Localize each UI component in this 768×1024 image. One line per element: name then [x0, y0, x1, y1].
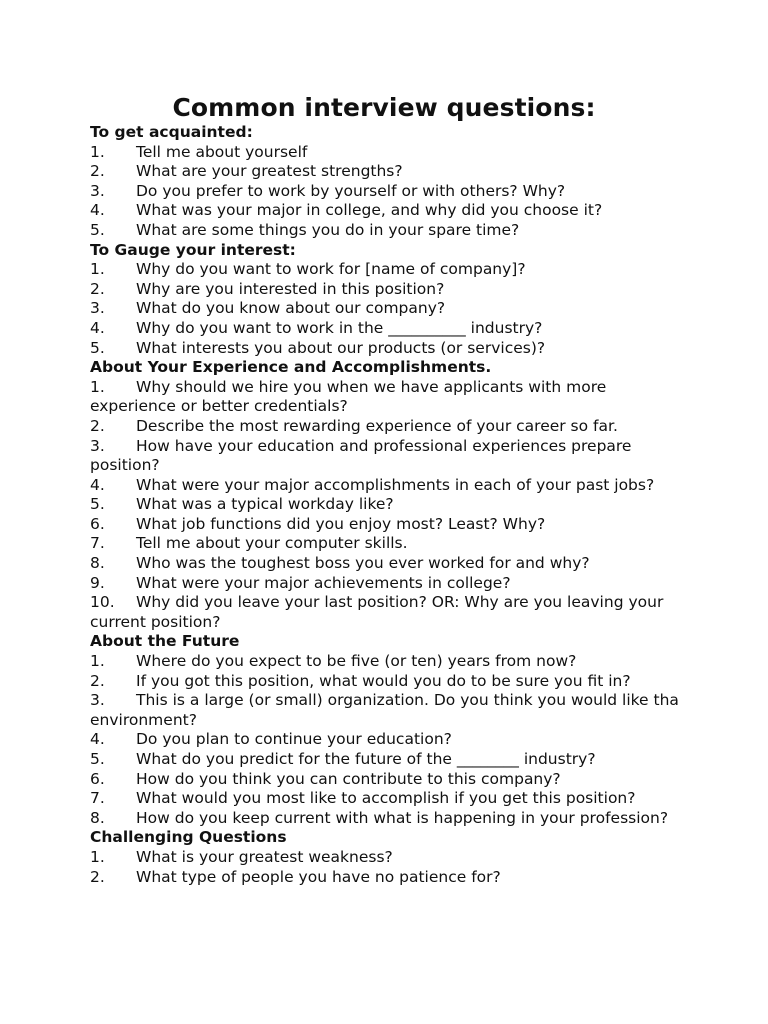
item-text: Why did you leave your last position? OR: Why are you leaving your current position? [90, 593, 664, 631]
list-item [90, 789, 690, 809]
item-number: 6. [90, 769, 105, 788]
list-item [90, 143, 690, 163]
list-item [90, 730, 690, 750]
item-number: 4. [90, 318, 105, 337]
item-text: What would you most like to accomplish if you get this position? [136, 789, 636, 808]
item-text: This is a large (or small) organization. Do you think you would like tha environment? [90, 691, 679, 729]
list-item [90, 201, 690, 221]
item-number: 7. [90, 534, 105, 553]
list-item [90, 652, 690, 672]
item-number: 2. [90, 279, 105, 298]
item-text: What is your greatest weakness? [136, 847, 393, 866]
item-text: What job functions did you enjoy most? Least? Why? [136, 514, 546, 533]
question-list [90, 123, 690, 887]
section-heading: To Gauge your interest: [90, 240, 296, 259]
list-item [90, 339, 690, 359]
item-text: If you got this position, what would you do to be sure you fit in? [136, 671, 631, 690]
item-number: 5. [90, 750, 105, 768]
item-text: Why are you interested in this position? [136, 279, 445, 298]
list-item [90, 593, 690, 632]
item-number: 8. [90, 808, 105, 827]
item-text: Why do you want to work for [name of company]? [136, 260, 526, 279]
item-number: 2. [90, 162, 105, 181]
item-number: 2. [90, 416, 105, 435]
item-number: 5. [90, 220, 105, 239]
item-text: What do you predict for the future of the ________ industry? [136, 750, 596, 768]
item-number: 1. [90, 260, 105, 279]
item-text: How do you think you can contribute to this company? [136, 769, 561, 788]
item-number: 4. [90, 475, 105, 494]
section-gauge-interest [90, 241, 690, 359]
item-number: 7. [90, 789, 105, 808]
list-item [90, 280, 690, 300]
item-number: 1. [90, 847, 105, 866]
item-text: What are your greatest strengths? [136, 162, 403, 181]
item-text: What was a typical workday like? [136, 495, 394, 514]
item-number: 3. [90, 691, 105, 710]
item-number: 6. [90, 514, 105, 533]
item-text: Do you prefer to work by yourself or with others? Why? [136, 181, 566, 200]
item-text: How do you keep current with what is happening in your profession? [136, 808, 669, 827]
list-item [90, 868, 690, 888]
list-item [90, 260, 690, 280]
item-text: Do you plan to continue your education? [136, 730, 452, 749]
item-number: 10. [90, 593, 115, 612]
item-number: 4. [90, 730, 105, 749]
section-heading: About the Future [90, 632, 240, 651]
section-challenging [90, 828, 690, 887]
section-heading: About Your Experience and Accomplishments. [90, 358, 492, 377]
item-text: What interests you about our products (or services)? [136, 338, 546, 357]
list-item [90, 848, 690, 868]
list-item [90, 534, 690, 554]
list-item [90, 809, 690, 829]
item-text: Why do you want to work in the __________ industry? [136, 318, 543, 337]
list-item [90, 417, 690, 437]
list-item [90, 574, 690, 594]
list-item [90, 299, 690, 319]
list-item [90, 221, 690, 241]
item-text: What were your major achievements in college? [136, 573, 511, 592]
section-get-acquainted [90, 123, 690, 241]
item-text: How have your education and professional experiences prepare position? [90, 436, 632, 475]
item-text: Who was the toughest boss you ever worked for and why? [136, 554, 590, 573]
section-future [90, 632, 690, 828]
list-item [90, 515, 690, 535]
item-text: Tell me about your computer skills. [136, 534, 408, 553]
item-text: Describe the most rewarding experience of your career so far. [136, 416, 618, 435]
item-text: What are some things you do in your spare time? [136, 220, 520, 239]
list-item [90, 554, 690, 574]
item-number: 2. [90, 867, 105, 886]
list-item [90, 495, 690, 515]
page-title: Common interview questions: [172, 93, 596, 122]
item-number: 2. [90, 671, 105, 690]
list-item [90, 750, 690, 770]
section-heading: To get acquainted: [90, 123, 253, 141]
item-number: 3. [90, 181, 105, 200]
section-heading: Challenging Questions [90, 828, 287, 847]
item-number: 1. [90, 377, 105, 396]
item-text: What type of people you have no patience for? [136, 867, 501, 886]
list-item [90, 182, 690, 202]
item-text: What were your major accomplishments in each of your past jobs? [136, 475, 655, 494]
item-text: What do you know about our company? [136, 299, 446, 318]
item-text: Why should we hire you when we have applicants with more experience or better credentials? [90, 377, 607, 416]
list-item [90, 691, 690, 730]
item-text: Where do you expect to be five (or ten) years from now? [136, 652, 577, 671]
item-number: 9. [90, 573, 105, 592]
list-item [90, 378, 690, 417]
item-text: Tell me about yourself [136, 142, 308, 161]
list-item [90, 770, 690, 790]
list-item [90, 319, 690, 339]
item-number: 8. [90, 554, 105, 573]
list-item [90, 476, 690, 496]
list-item [90, 437, 690, 476]
item-number: 1. [90, 652, 105, 671]
item-text: What was your major in college, and why did you choose it? [136, 201, 603, 220]
item-number: 3. [90, 436, 105, 455]
section-experience [90, 358, 690, 632]
item-number: 3. [90, 299, 105, 318]
list-item [90, 162, 690, 182]
item-number: 1. [90, 142, 105, 161]
item-number: 5. [90, 495, 105, 514]
item-number: 5. [90, 338, 105, 357]
item-number: 4. [90, 201, 105, 220]
list-item [90, 672, 690, 692]
